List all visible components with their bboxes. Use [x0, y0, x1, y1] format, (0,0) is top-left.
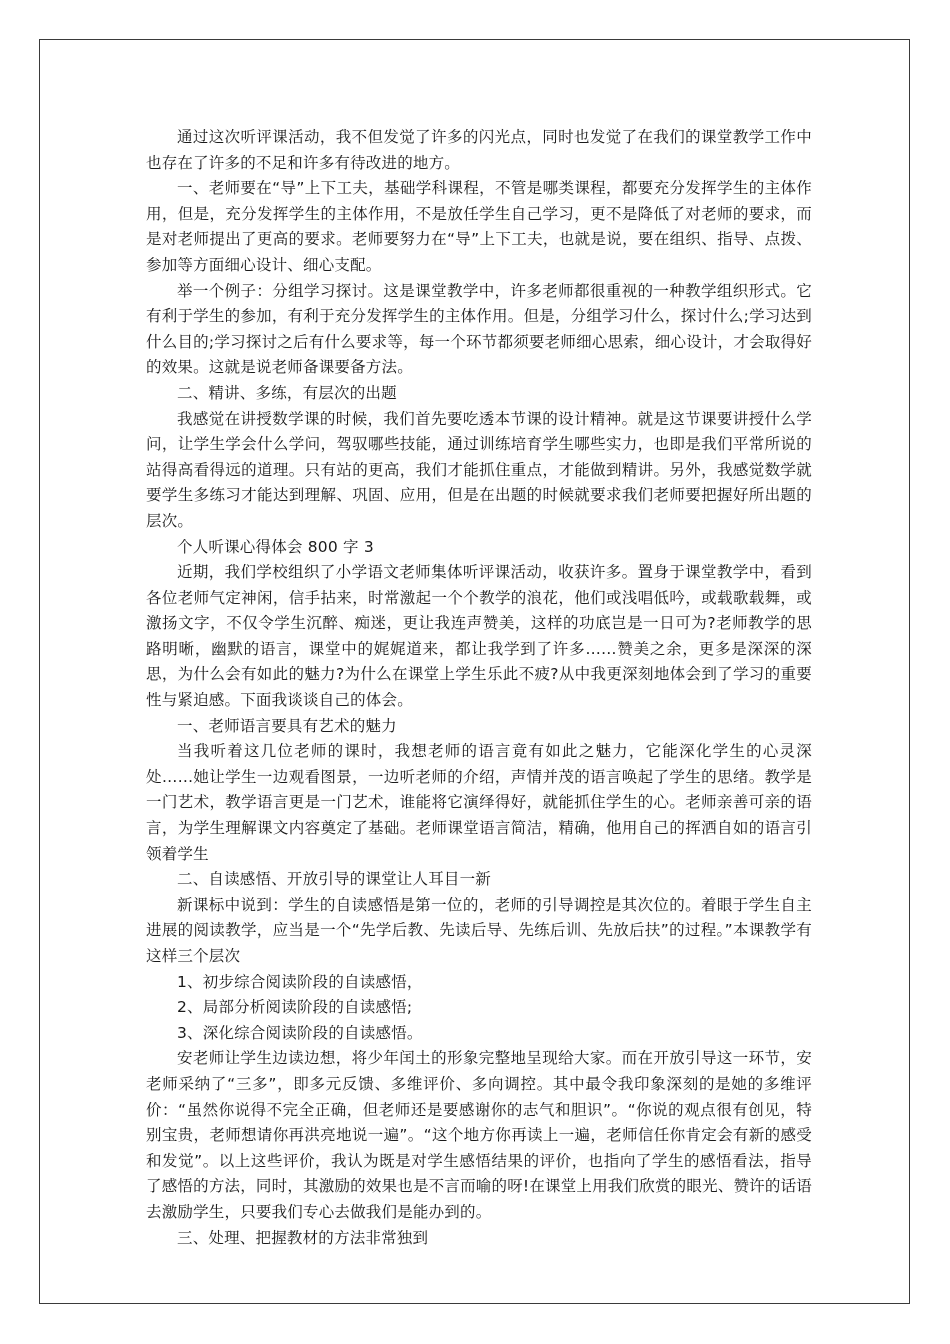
- paragraph-point-1: 一、老师要在“导”上下工夫，基础学科课程，不管是哪类课程，都要充分发挥学生的主体作用，但是，充分发挥学生的主体作用，不是放任学生自己学习，更不是降低了对老师的要求，而是对老师提出了更高的要求。老师要努力在“导”上下工夫，也就是说，要在组织、指导、点拨、参加等方面细心设计、细心支配。: [146, 179, 812, 274]
- list-item-1: 1、初步综合阅读阶段的自读感悟，: [177, 972, 423, 991]
- paragraph-math-teaching: 我感觉在讲授数学课的时候，我们首先要吃透本节课的设计精神。就是这节课要讲授什么学问，让学生学会什么学问，驾驭哪些技能，通过训练培育学生哪些实力，也即是我们平常所说的站得高看得远的道理。只有站的更高，我们才能抓住重点，才能做到精讲。另外，我感觉数学就要学生多练习才能达到理解、巩固、应用，但是在出题的时候就要求我们老师要把握好所出题的层次。: [146, 409, 812, 530]
- list-item-2: 2、局部分析阅读阶段的自读感悟;: [177, 998, 413, 1017]
- section-title: 个人听课心得体会 800 字 3: [177, 537, 374, 556]
- paragraph-example: 举一个例子：分组学习探讨。这是课堂教学中，许多老师都很重视的一种教学组织形式。它有利于学生的参加，有利于充分发挥学生的主体作用。但是，分组学习什么，探讨什么;学习达到什么目的;学习探讨之后有什么要求等，每一个环节都须要老师细心思索，细心设计，才会取得好的效果。这就是说老师备课要备方法。: [146, 281, 812, 377]
- paragraph-language: 当我听着这几位老师的课时，我想老师的语言竟有如此之魅力，它能深化学生的心灵深处……她让学生一边观看图景，一边听老师的介绍，声情并茂的语言唤起了学生的思绪。教学是一门艺术，教学语言更是一门艺术，谁能将它演绎得好，就能抓住学生的心。老师亲善可亲的语言，为学生理解课文内容奠定了基础。老师课堂语言简洁，精确，他用自己的挥洒自如的语言引领着学生: [146, 742, 812, 863]
- document-body: [146, 125, 812, 1251]
- heading-self-reading: 二、自读感悟、开放引导的课堂让人耳目一新: [177, 870, 492, 889]
- heading-textbook: 三、处理、把握教材的方法非常独到: [177, 1228, 429, 1247]
- paragraph-recent-activity: 近期，我们学校组织了小学语文老师集体听评课活动，收获许多。置身于课堂教学中，看到各位老师气定神闲，信手拈来，时常激起一个个教学的浪花，他们或浅唱低吟，或载歌载舞，或激扬文字，不仅令学生沉醉、痴迷，更让我连声赞美，这样的功底岂是一日可为?老师教学的思路明晰，幽默的语言，课堂中的娓娓道来，都让我学到了许多……赞美之余，更多是深深的深思，为什么会有如此的魅力?为什么在课堂上学生乐此不疲?从中我更深刻地体会到了学习的重要性与紧迫感。下面我谈谈自己的体会。: [146, 563, 812, 710]
- heading-point-2: 二、精讲、多练，有层次的出题: [177, 383, 397, 402]
- heading-language-charm: 一、老师语言要具有艺术的魅力: [177, 716, 397, 735]
- paragraph-curriculum-standard: 新课标中说到：学生的自读感悟是第一位的，老师的引导调控是其次位的。着眼于学生自主进展的阅读教学，应当是一个“先学后教、先读后导、先练后训、先放后扶”的过程。”本课教学有这样三个层次: [146, 895, 812, 965]
- list-item-3: 3、深化综合阅读阶段的自读感悟。: [177, 1023, 423, 1042]
- paragraph-intro: 通过这次听评课活动，我不但发觉了许多的闪光点，同时也发觉了在我们的课堂教学工作中也存在了许多的不足和许多有待改进的地方。: [146, 128, 812, 172]
- paragraph-evaluation: 安老师让学生边读边想，将少年闰土的形象完整地呈现给大家。而在开放引导这一环节，安老师采纳了“三多”，即多元反馈、多维评价、多向调控。其中最令我印象深刻的是她的多维评价：“虽然你说得不完全正确，但老师还是要感谢你的志气和胆识”。“你说的观点很有创见，特别宝贵，老师想请你再洪亮地说一遍”。“这个地方你再读上一遍，老师信任你肯定会有新的感受和发觉”。以上这些评价，我认为既是对学生感悟结果的评价，也指向了学生的感悟看法，指导了感悟的方法，同时，其激励的效果也是不言而喻的呀!在课堂上用我们欣赏的眼光、赞许的话语去激励学生，只要我们专心去做我们是能办到的。: [146, 1049, 812, 1221]
